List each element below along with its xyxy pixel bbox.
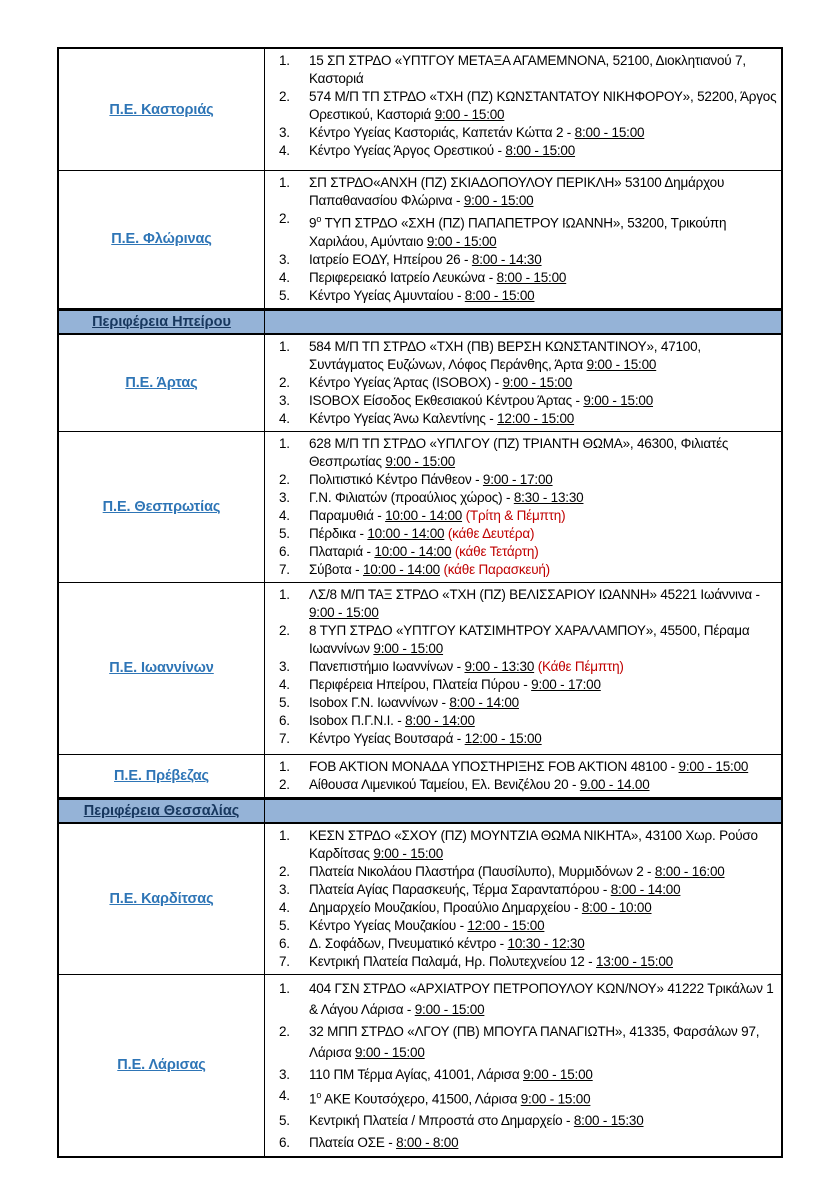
- location-item-text: [309, 269, 777, 287]
- location-text: ISOBOX Είσοδος Εκθεσιακού Κέντρου Άρτας -: [309, 392, 584, 408]
- location-item: [265, 881, 777, 899]
- location-item-number: 4.: [279, 410, 290, 426]
- region-link[interactable]: Π.Ε. Πρέβεζας: [114, 767, 209, 784]
- time-range: 8:30 - 13:30: [513, 489, 584, 505]
- location-item-text: [309, 658, 777, 676]
- location-item-number: 1.: [279, 586, 290, 602]
- region-row: [59, 755, 781, 798]
- location-item-text: [309, 953, 777, 971]
- locations-cell: [265, 975, 781, 1157]
- location-item: [265, 953, 777, 971]
- location-item-number: 5.: [279, 1113, 290, 1128]
- time-range: 8:00 - 15:30: [573, 1113, 644, 1128]
- location-item-text: [309, 1132, 777, 1154]
- day-annotation: (κάθε Τετάρτη): [451, 543, 539, 559]
- location-item: [265, 507, 777, 525]
- location-text: Κέντρο Υγείας Άργος Ορεστικού -: [309, 143, 506, 158]
- region-row: [59, 49, 781, 171]
- location-item: [265, 543, 777, 561]
- location-text: Περιφερειακό Ιατρείο Λευκώνα -: [309, 269, 497, 285]
- location-item-number: 4.: [279, 1088, 290, 1103]
- location-item-number: 6.: [279, 935, 290, 951]
- location-text: Isobox Π.Γ.Ν.Ι. -: [309, 712, 406, 728]
- location-text: Κεντρική Πλατεία / Μπροστά στο Δημαρχείο -: [309, 1113, 574, 1128]
- location-item-number: 3.: [279, 125, 290, 140]
- region-row: [59, 335, 781, 432]
- location-item: [265, 435, 777, 471]
- time-range: 8:00 - 14:30: [471, 251, 542, 267]
- location-text: Γ.Ν. Φιλιατών (προαύλιος χώρος) -: [309, 489, 514, 505]
- time-range: 9:00 - 15:00: [355, 1045, 425, 1060]
- time-range: 9:00 - 15:00: [385, 453, 456, 469]
- location-item-number: 3.: [279, 392, 290, 408]
- location-text: Πλατεία Αγίας Παρασκευής, Τέρμα Σαρανταπόρου -: [309, 881, 611, 897]
- time-range: 8:00 - 16:00: [654, 863, 725, 879]
- location-text: Πέρδικα -: [309, 525, 368, 541]
- region-row: [59, 975, 781, 1157]
- location-item-number: 7.: [279, 561, 290, 577]
- location-item-text: [309, 694, 777, 712]
- location-item: [265, 489, 777, 507]
- location-text: Δημαρχείο Μουζακίου, Προαύλιο Δημαρχείου -: [309, 899, 582, 915]
- location-item-number: 2.: [279, 374, 290, 390]
- region-group-header-cell: [59, 800, 265, 822]
- location-item: [265, 124, 777, 142]
- locations-cell: [265, 432, 781, 582]
- location-item-text: [309, 52, 777, 88]
- location-item-text: [309, 435, 777, 471]
- location-item-text: [309, 712, 777, 730]
- location-text: Πλατεία Νικολάου Πλαστήρα (Παυσίλυπο), Μυρμιδόνων 2 -: [309, 863, 655, 879]
- time-range: 8:00 - 14:00: [405, 712, 475, 728]
- region-label-cell: [59, 824, 265, 974]
- locations-cell: [265, 583, 781, 754]
- location-item: [265, 586, 777, 622]
- locations-cell: [265, 49, 781, 170]
- location-item: [265, 827, 777, 863]
- location-item: [265, 338, 777, 374]
- time-range: 9:00 - 15:00: [520, 1091, 591, 1107]
- location-text: 32 ΜΠΠ ΣΤΡΔΟ «ΛΓΟΥ (ΠΒ) ΜΠΟΥΓΑ ΠΑΝΑΓΙΩΤΗ», 41335, Φαρσάλων 97, Λάρισα: [309, 1023, 760, 1060]
- location-item: [265, 88, 777, 124]
- location-text: Πλαταριά -: [309, 543, 375, 559]
- location-item-text: [309, 935, 777, 953]
- time-range: 9:00 - 15:00: [373, 640, 444, 656]
- time-range: 8:00 - 15:00: [496, 269, 567, 285]
- location-item: [265, 658, 777, 676]
- location-item: [265, 1085, 777, 1110]
- time-range: 8:00 - 15:00: [505, 143, 576, 158]
- region-link[interactable]: Π.Ε. Φλώρινας: [111, 231, 212, 248]
- locations-cell: [265, 824, 781, 974]
- region-group-header-row: [59, 309, 781, 335]
- location-item-text: [309, 392, 777, 410]
- location-item-number: 3.: [279, 489, 290, 505]
- location-item-number: 4.: [279, 899, 290, 915]
- location-item: [265, 392, 777, 410]
- location-text: ΤΥΠ ΣΤΡΔΟ «ΣΧΗ (ΠΖ) ΠΑΠΑΠΕΤΡΟΥ ΙΩΑΝΝΗ», 53200, Τρικούπη Χαριλάου, Αμύνταιο: [309, 215, 727, 249]
- location-item-number: 5.: [279, 287, 290, 303]
- location-item-number: 3.: [279, 251, 290, 267]
- time-range: 9:00 - 17:00: [482, 471, 553, 487]
- location-item-text: [309, 287, 777, 305]
- time-range: 8:00 - 15:00: [464, 287, 535, 303]
- location-item: [265, 776, 777, 794]
- region-group-header-label: Περιφέρεια Ηπείρου: [92, 313, 231, 330]
- location-text: 404 ΓΣΝ ΣΤΡΔΟ «ΑΡΧΙΑΤΡΟΥ ΠΕΤΡΟΠΟΥΛΟΥ ΚΩΝ/ΝΟΥ» 41222 Τρικάλων 1 & Λάγου Λάρισα -: [309, 980, 774, 1017]
- location-item-text: [309, 1064, 777, 1086]
- time-range: 12:00 - 15:00: [497, 410, 575, 426]
- region-link[interactable]: Π.Ε. Καρδίτσας: [109, 890, 214, 907]
- location-item-text: [309, 374, 777, 392]
- locations-cell: [265, 171, 781, 308]
- location-text: ΛΣ/8 Μ/Π ΤΑΞ ΣΤΡΔΟ «ΤΧΗ (ΠΖ) ΒΕΛΙΣΣΑΡΙΟΥ ΙΩΑΝΝΗ» 45221 Ιωάννινα -: [309, 586, 760, 602]
- time-range: 10:00 - 14:00: [374, 543, 452, 559]
- location-item-number: 5.: [279, 694, 290, 710]
- location-item-text: [309, 251, 777, 269]
- time-range: 9:00 - 15:00: [502, 374, 573, 390]
- region-row: [59, 583, 781, 755]
- region-row: [59, 432, 781, 583]
- location-text: Κέντρο Υγείας Άνω Καλεντίνης -: [309, 410, 498, 426]
- time-range: 9:00 - 15:00: [426, 233, 497, 249]
- location-item: [265, 561, 777, 579]
- location-text: Αίθουσα Λιμενικού Ταμείου, Ελ. Βενιζέλου 20 -: [309, 776, 580, 792]
- location-item: [265, 142, 777, 160]
- time-range: 10:00 - 14:00: [385, 507, 463, 523]
- location-item: [265, 622, 777, 658]
- region-label-cell: [59, 49, 265, 170]
- location-item-number: 6.: [279, 543, 290, 559]
- location-text: ΑΚΕ Κουτσόχερο, 41500, Λάρισα: [321, 1091, 521, 1107]
- location-item: [265, 1110, 777, 1132]
- location-item-number: 4.: [279, 269, 290, 285]
- time-range: 8:00 - 14:00: [610, 881, 681, 897]
- time-range: 12:00 - 15:00: [467, 917, 545, 933]
- location-text: Πανεπιστήμιο Ιωαννίνων -: [309, 658, 465, 674]
- day-annotation: (Τρίτη & Πέμπτη): [462, 507, 566, 523]
- location-text: Κέντρο Υγείας Καστοριάς, Καπετάν Κώττα 2 -: [309, 125, 575, 140]
- time-range: 8:00 - 8:00: [396, 1134, 459, 1150]
- time-range: 13:00 - 15:00: [596, 953, 673, 969]
- location-item-number: 2.: [279, 1023, 290, 1039]
- location-item-text: [309, 622, 777, 658]
- location-item: [265, 917, 777, 935]
- location-item-number: 3.: [279, 658, 290, 674]
- location-text: 8 ΤΥΠ ΣΤΡΔΟ «ΥΠΤΓΟΥ ΚΑΤΣΙΜΗΤΡΟΥ ΧΑΡΑΛΑΜΠΟΥ», 45500, Πέραμα Ιωαννίνων: [309, 622, 750, 656]
- time-range: 9:00 - 15:00: [414, 1002, 485, 1017]
- location-text: Περιφέρεια Ηπείρου, Πλατεία Πύρου -: [309, 676, 532, 692]
- location-item-number: 7.: [279, 730, 290, 746]
- location-item-text: [309, 507, 777, 525]
- time-range: 9:00 - 15:00: [678, 758, 749, 774]
- region-label-cell: [59, 975, 265, 1157]
- time-range: 9:00 - 15:00: [583, 392, 654, 408]
- day-annotation: (Κάθε Πέμπτη): [534, 658, 624, 674]
- location-item: [265, 694, 777, 712]
- location-item-number: 1.: [279, 758, 290, 774]
- location-item-number: 1.: [279, 827, 290, 843]
- location-item: [265, 410, 777, 428]
- location-item-text: [309, 338, 777, 374]
- time-range: 10:30 - 12:30: [507, 935, 585, 951]
- location-item-number: 1.: [279, 338, 290, 354]
- region-group-header-empty-cell: [265, 800, 781, 822]
- location-text: 1: [309, 1091, 317, 1107]
- region-link[interactable]: Π.Ε. Λάρισας: [117, 1057, 206, 1074]
- time-range: 9:00 - 15:00: [523, 1066, 593, 1082]
- location-item-text: [309, 1021, 777, 1064]
- location-text: Κέντρο Υγείας Βουτσαρά -: [309, 730, 465, 746]
- time-range: 9:00 - 15:00: [434, 107, 505, 122]
- location-item: [265, 712, 777, 730]
- location-item-number: 2.: [279, 622, 290, 638]
- time-range: 9:00 - 15:00: [309, 604, 379, 620]
- location-item-number: 4.: [279, 676, 290, 692]
- time-range: 10:00 - 14:00: [362, 561, 440, 577]
- location-text: Κέντρο Υγείας Αμυνταίου -: [309, 287, 465, 303]
- location-text: ΣΠ ΣΤΡΔΟ«ΑΝΧΗ (ΠΖ) ΣΚΙΑΔΟΠΟΥΛΟΥ ΠΕΡΙΚΛΗ» 53100 Δημάρχου Παπαθανασίου Φλώρινα -: [309, 175, 725, 208]
- location-text: 15 ΣΠ ΣΤΡΔΟ «ΥΠΤΓΟΥ ΜΕΤΑΞΑ ΑΓΑΜΕΜΝΟΝΑ, 52100, Διοκλητιανού 7, Καστοριά: [309, 53, 746, 86]
- location-item: [265, 758, 777, 776]
- location-item-number: 7.: [279, 953, 290, 969]
- location-item-text: [309, 978, 777, 1021]
- region-label-cell: [59, 171, 265, 308]
- location-text: 9: [309, 215, 317, 231]
- region-row: [59, 824, 781, 975]
- region-label-cell: [59, 755, 265, 797]
- location-item: [265, 525, 777, 543]
- location-item: [265, 210, 777, 251]
- region-label-cell: [59, 335, 265, 431]
- location-item: [265, 1064, 777, 1086]
- time-range: 12:00 - 15:00: [464, 730, 542, 746]
- location-item-text: [309, 881, 777, 899]
- time-range: 9:00 - 13:30: [464, 658, 535, 674]
- location-text: Πλατεία ΟΣΕ -: [309, 1134, 397, 1150]
- day-annotation: (κάθε Παρασκευή): [439, 561, 550, 577]
- location-text: 110 ΠΜ Τέρμα Αγίας, 41001, Λάρισα: [309, 1066, 524, 1082]
- locations-cell: [265, 335, 781, 431]
- location-item-text: [309, 827, 777, 863]
- location-item: [265, 52, 777, 88]
- region-group-header-row: [59, 798, 781, 824]
- location-item: [265, 676, 777, 694]
- vaccination-locations-table: [57, 47, 783, 1158]
- location-item: [265, 471, 777, 489]
- location-item-number: 2.: [279, 471, 290, 487]
- location-item-text: [309, 561, 777, 579]
- location-item-text: [309, 88, 777, 124]
- region-group-header-empty-cell: [265, 311, 781, 333]
- location-item-number: 6.: [279, 1134, 290, 1150]
- location-item-text: [309, 410, 777, 428]
- location-item: [265, 269, 777, 287]
- region-row: [59, 171, 781, 309]
- time-range: 8:00 - 14:00: [449, 694, 519, 710]
- location-item-text: [309, 543, 777, 561]
- location-item-text: [309, 489, 777, 507]
- location-item-number: 1.: [279, 175, 290, 190]
- location-item-number: 2.: [279, 89, 290, 104]
- location-text: Σύβοτα -: [309, 561, 363, 577]
- location-item: [265, 730, 777, 748]
- time-range: 9:00 - 17:00: [531, 676, 601, 692]
- location-item-number: 1.: [279, 435, 290, 451]
- location-text: Κεντρική Πλατεία Παλαμά, Ηρ. Πολυτεχνείου 12 -: [309, 953, 596, 969]
- locations-cell: [265, 755, 781, 797]
- time-range: 9.00 - 14.00: [579, 776, 650, 792]
- location-item-number: 3.: [279, 1066, 290, 1082]
- region-group-header-label: Περιφέρεια Θεσσαλίας: [83, 802, 240, 819]
- location-item-text: [309, 730, 777, 748]
- location-item: [265, 863, 777, 881]
- location-text: Πολιτιστικό Κέντρο Πάνθεον -: [309, 471, 483, 487]
- day-annotation: (κάθε Δευτέρα): [444, 525, 535, 541]
- location-item-number: 2.: [279, 211, 290, 226]
- location-item-number: 2.: [279, 776, 290, 792]
- location-item-text: [309, 142, 777, 160]
- ordinal-superscript: ο: [316, 1090, 322, 1100]
- location-item-text: [309, 1110, 777, 1132]
- region-link[interactable]: Π.Ε. Καστοριάς: [109, 101, 214, 118]
- location-item-text: [309, 917, 777, 935]
- location-item-number: 2.: [279, 863, 290, 879]
- region-link[interactable]: Π.Ε. Θεσπρωτίας: [102, 498, 221, 515]
- location-item-text: [309, 124, 777, 142]
- region-label-cell: [59, 432, 265, 582]
- location-item: [265, 1021, 777, 1064]
- time-range: 9:00 - 15:00: [373, 845, 444, 861]
- region-link[interactable]: Π.Ε. Άρτας: [125, 374, 198, 391]
- location-item: [265, 935, 777, 953]
- location-text: Δ. Σοφάδων, Πνευματικό κέντρο -: [309, 935, 508, 951]
- location-item: [265, 287, 777, 305]
- location-item-number: 5.: [279, 917, 290, 933]
- location-item-number: 4.: [279, 507, 290, 523]
- location-item: [265, 374, 777, 392]
- location-item-number: 3.: [279, 881, 290, 897]
- time-range: 8:00 - 15:00: [574, 125, 645, 140]
- location-item: [265, 1132, 777, 1154]
- region-link[interactable]: Π.Ε. Ιωαννίνων: [109, 660, 214, 676]
- location-item: [265, 251, 777, 269]
- location-item-text: [309, 525, 777, 543]
- location-text: Isobox Γ.Ν. Ιωαννίνων -: [309, 694, 450, 710]
- location-item: [265, 174, 777, 210]
- time-range: 9:00 - 15:00: [586, 356, 657, 372]
- ordinal-superscript: ο: [316, 214, 322, 224]
- location-text: 628 Μ/Π ΤΠ ΣΤΡΔΟ «ΥΠΛΓΟΥ (ΠΖ) ΤΡΙΑΝΤΗ ΘΩΜΑ», 46300, Φιλιατές Θεσπρωτίας: [309, 435, 729, 469]
- location-item-text: [309, 471, 777, 489]
- time-range: 8:00 - 10:00: [581, 899, 652, 915]
- location-item-number: 1.: [279, 980, 290, 996]
- location-item-text: [309, 758, 777, 776]
- region-label-cell: [59, 583, 265, 754]
- location-item-number: 5.: [279, 525, 290, 541]
- region-group-header-cell: [59, 311, 265, 333]
- location-text: ΚΕΣΝ ΣΤΡΔΟ «ΣΧΟΥ (ΠΖ) ΜΟΥΝΤΖΙΑ ΘΩΜΑ ΝΙΚΗΤΑ», 43100 Χωρ. Ρούσο Καρδίτσας: [309, 827, 758, 861]
- location-item-text: [309, 210, 777, 251]
- location-item-text: [309, 1085, 777, 1110]
- location-item-text: [309, 863, 777, 881]
- location-item-text: [309, 899, 777, 917]
- location-item-text: [309, 586, 777, 622]
- location-item-number: 4.: [279, 143, 290, 158]
- location-item-text: [309, 676, 777, 694]
- location-item-text: [309, 776, 777, 794]
- location-item-text: [309, 174, 777, 210]
- location-item: [265, 899, 777, 917]
- location-item-number: 6.: [279, 712, 290, 728]
- location-text: FOB AKTION ΜΟΝΑΔΑ ΥΠΟΣΤΗΡΙΞΗΣ FOB AKTION 48100 -: [309, 758, 679, 774]
- location-item-number: 1.: [279, 53, 290, 68]
- location-item: [265, 978, 777, 1021]
- location-text: Κέντρο Υγείας Άρτας (ISOBOX) -: [309, 374, 503, 390]
- location-text: 584 Μ/Π ΤΠ ΣΤΡΔΟ «ΤΧΗ (ΠΒ) ΒΕΡΣΗ ΚΩΝΣΤΑΝΤΙΝΟΥ», 47100, Συντάγματος Ευζώνων, Λόφος Περάνθης, Άρτα: [309, 338, 701, 372]
- time-range: 9:00 - 15:00: [463, 193, 534, 208]
- location-text: 574 Μ/Π ΤΠ ΣΤΡΔΟ «ΤΧΗ (ΠΖ) ΚΩΝΣΤΑΝΤΑΤΟΥ ΝΙΚΗΦΟΡΟΥ», 52200, Άργος Ορεστικού, Καστοριά: [309, 89, 777, 122]
- location-text: Κέντρο Υγείας Μουζακίου -: [309, 917, 468, 933]
- time-range: 10:00 - 14:00: [367, 525, 445, 541]
- location-text: Παραμυθιά -: [309, 507, 386, 523]
- location-text: Ιατρείο ΕΟΔΥ, Ηπείρου 26 -: [309, 251, 472, 267]
